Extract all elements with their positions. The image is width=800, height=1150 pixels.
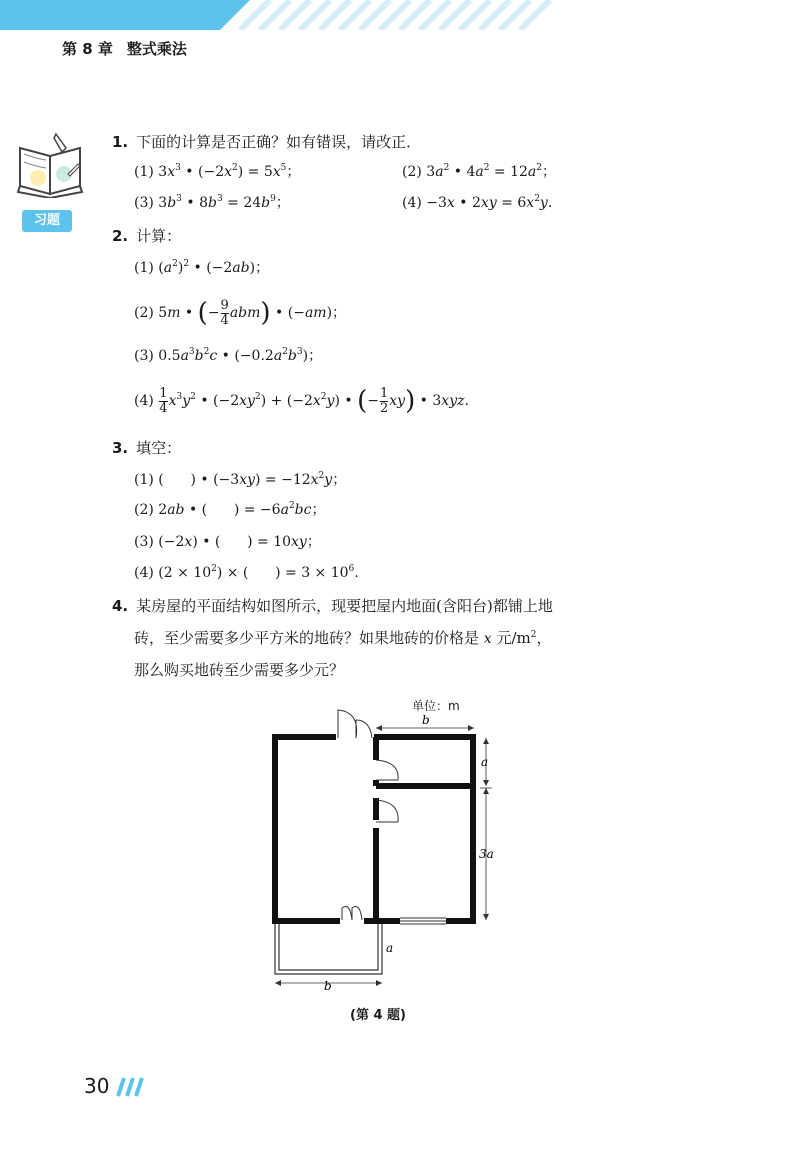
balcony — [275, 924, 382, 974]
problem-4-text-2b: 元/m — [496, 629, 531, 647]
problem-1-item-1: (1) $3x^3$ • $(-2x^2) = 5x^5$； — [134, 163, 301, 180]
problem-3-item-3: (3) (−2x) • ( ) = 10xy； — [134, 534, 321, 550]
unit-label: 单位：m — [412, 699, 460, 713]
walls — [272, 737, 476, 924]
problem-4-number: 4. — [112, 597, 129, 615]
item-label: (4) — [134, 565, 154, 581]
item-label: (2) — [134, 502, 154, 518]
item-label: (4) — [134, 393, 154, 409]
problem-1-item-3: (3) $3b^3$ • $8b^3 = 24b^9$； — [134, 194, 290, 211]
item-label: (1) — [134, 260, 154, 276]
problem-3-item-1: (1) ( ) • $(-3xy) = -12x^2y$； — [134, 471, 347, 488]
problem-4-text-2a: 砖，至少需要多少平方米的地砖？如果地砖的价格是 — [134, 629, 480, 647]
problem-1-item-2: (2) $3a^2$ • $4a^2 = 12a^2$； — [402, 163, 557, 180]
label-3a-right: 3a — [479, 847, 494, 861]
item-label: (4) — [402, 195, 422, 211]
problem-2-text: 计算： — [136, 227, 182, 245]
problem-3-stem — [112, 438, 181, 458]
problem-1-number: 1. — [112, 133, 129, 151]
problem-1-stem — [112, 132, 421, 152]
chapter-title: 整式乘法 — [126, 40, 187, 58]
footer-slashes — [110, 1074, 146, 1098]
label-a-balcony: a — [386, 941, 394, 955]
item-label: (1) — [134, 164, 154, 180]
problem-2-item-1: (1) $(a^2)^2$ • (−2ab)； — [134, 259, 270, 276]
item-label: (2) — [134, 305, 154, 321]
problem-2-stem — [112, 226, 181, 246]
problem-1-text: 下面的计算是否正确？如有错误，请改正． — [136, 133, 422, 151]
floor-plan-diagram — [260, 690, 500, 995]
problem-2-item-4: (4) $\frac{1}{4}$ $x^3y^2$ • $(-2xy^2) + (-2x^2y)$ • (− $\frac{1}{2}$ xy) • 3xyz. — [134, 385, 469, 416]
problem-3-item-2: (2) 2ab • ( ) = $-6a^2bc$； — [134, 501, 326, 518]
fraction-1-4: $\frac{1}{4}$ — [159, 385, 168, 416]
chapter-heading — [62, 38, 187, 59]
label-b-top: b — [422, 713, 430, 727]
item-label: (2) — [402, 164, 422, 180]
problem-4-line-2: 砖，至少需要多少平方米的地砖？如果地砖的价格是 x 元$/m^2$， — [134, 629, 552, 647]
problem-2-item-3: (3) $0.5a^3b^2c$ • $(-0.2a^2b^3)$； — [134, 347, 323, 364]
problem-4-line-3 — [134, 660, 344, 680]
fraction-9-4: $\frac{9}{4}$ — [220, 297, 229, 328]
book-icon — [14, 128, 90, 198]
exercise-tag: 习题 — [22, 210, 72, 232]
doors — [338, 710, 398, 920]
chapter-number: 第 8 章 — [62, 40, 113, 58]
figure-caption: (第 4 题) — [350, 1008, 406, 1023]
problem-4-text-3: 那么购买地砖至少需要多少元？ — [134, 661, 345, 679]
problem-3-item-4: (4) $(2 \times 10^2)$ × ( ) = $3 \times 10^6$. — [134, 564, 359, 581]
fraction-1-2: $\frac{1}{2}$ — [379, 385, 389, 416]
problem-3-text: 填空： — [136, 439, 182, 457]
problem-3-number: 3. — [112, 439, 129, 457]
problem-2-number: 2. — [112, 227, 129, 245]
page-number: 30 — [84, 1074, 110, 1098]
header-banner — [0, 0, 800, 30]
problem-1-item-4: (4) −3x • $2xy = 6x^2y$. — [402, 194, 553, 211]
problem-4-text-1: 某房屋的平面结构如图所示，现要把屋内地面(含阳台)都铺上地 — [136, 597, 553, 615]
item-label: (3) — [134, 348, 154, 364]
problem-2-item-2: (2) 5m • (− $\frac{9}{4}$ abm) • (−am)； — [134, 297, 347, 328]
window — [400, 918, 446, 924]
problem-4-line-1 — [112, 596, 553, 616]
item-label: (1) — [134, 472, 154, 488]
label-b-bottom: b — [324, 979, 332, 993]
item-label: (3) — [134, 534, 154, 550]
label-a-right: a — [481, 755, 489, 769]
item-label: (3) — [134, 195, 154, 211]
